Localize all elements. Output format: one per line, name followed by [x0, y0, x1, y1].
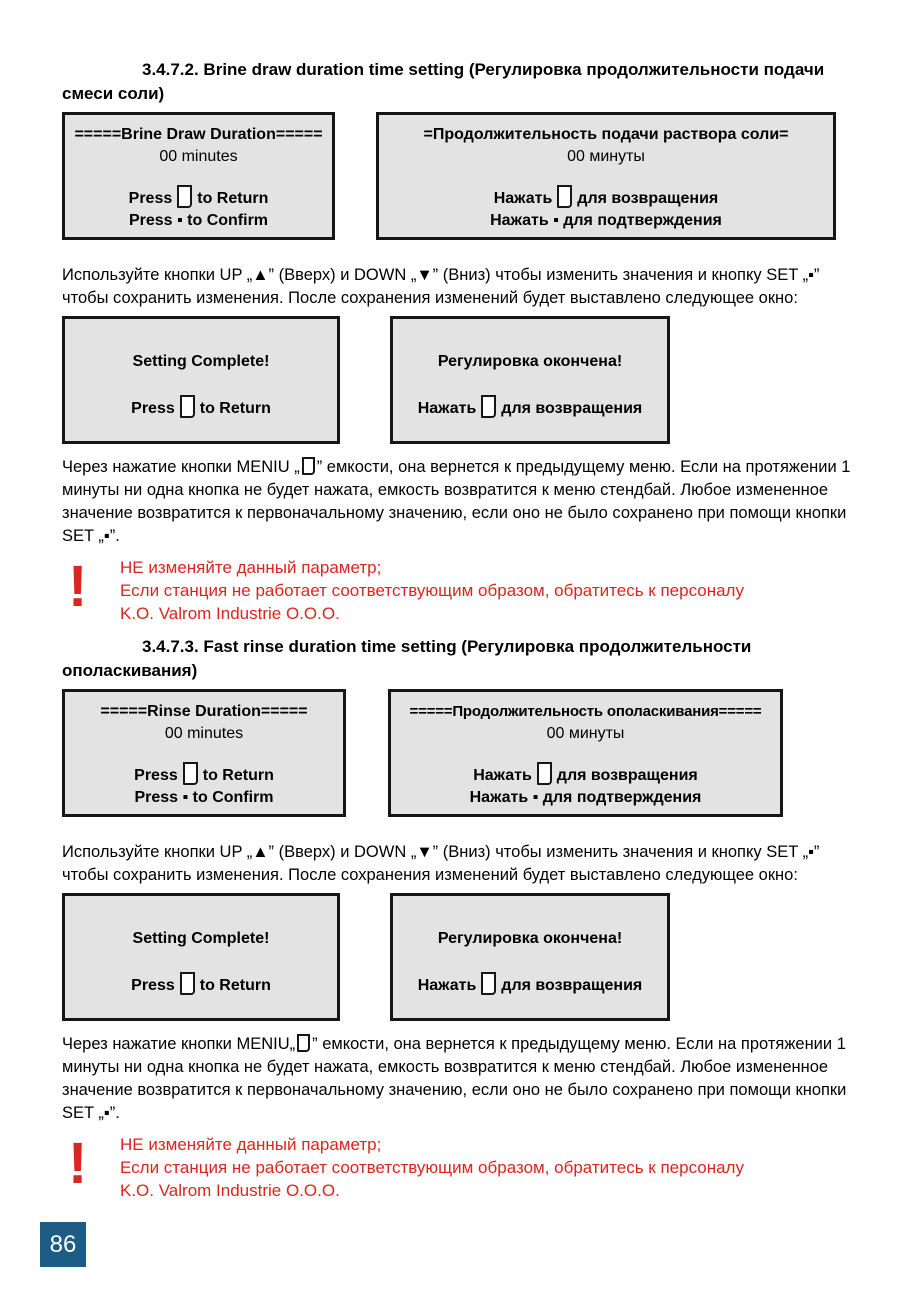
menu-page-icon — [302, 457, 315, 475]
return-label-after: to Return — [199, 977, 271, 994]
return-label-before: Press — [131, 977, 175, 994]
lcd-screen-rinse-en — [62, 689, 346, 817]
return-label-before: Нажать — [493, 190, 553, 207]
paragraph-buttons-usage: Используйте кнопки UP „▲” (Вверх) и DOWN „▼” (Вниз) чтобы изменить значения и кнопку SET „▪” чтобы сохранить изменения. После сохранения изменений будет выставлено следующее окно: — [62, 266, 820, 307]
menu-page-icon — [557, 185, 572, 208]
lcd-title: =====Rinse Duration===== — [100, 703, 308, 720]
lcd-value: 00 минуты — [546, 725, 625, 742]
lcd-return-line — [494, 185, 719, 210]
lcd-confirm-line: Press ▪ to Confirm — [128, 212, 269, 229]
paragraph-text: Через нажатие кнопки MENIU„ — [62, 1035, 296, 1053]
lcd-pair-setting-complete — [62, 893, 862, 1021]
lcd-return-line — [131, 395, 271, 420]
return-label-before: Нажать — [417, 400, 477, 417]
warning-line: НЕ изменяйте данный параметр; — [120, 1135, 382, 1154]
lcd-screen-complete-en — [62, 893, 340, 1021]
lcd-title: =====Brine Draw Duration===== — [74, 126, 323, 143]
menu-page-icon — [481, 395, 496, 418]
lcd-return-line — [473, 762, 698, 787]
lcd-value: 00 minutes — [164, 725, 244, 742]
warning-block — [62, 554, 862, 625]
return-label-after: to Return — [202, 767, 274, 784]
lcd-confirm-line: Нажать ▪ для подтверждения — [469, 789, 702, 806]
lcd-pair-brine-draw — [62, 112, 862, 240]
paragraph-menu-return — [62, 1033, 862, 1125]
warning-line: Если станция не работает соответствующим образом, обратитесь к персоналу — [120, 1158, 744, 1177]
menu-page-icon — [537, 762, 552, 785]
menu-page-icon — [183, 762, 198, 785]
return-label-after: to Return — [197, 190, 269, 207]
paragraph-text: ” емкости, она вернется к предыдущему меню. Если на протяжении 1 минуты ни одна кнопка не будет нажата, емкость возвратится к меню стендбай. Любое измененное значение возвратится к первоначальному значению, если оно не было сохранено при помощи кнопки SET „▪”. — [62, 1035, 847, 1122]
lcd-screen-brine-draw-en — [62, 112, 335, 240]
lcd-screen-complete-ru — [390, 316, 670, 444]
lcd-title: Setting Complete! — [132, 930, 270, 947]
lcd-return-line — [418, 972, 643, 997]
lcd-confirm-line: Нажать ▪ для подтверждения — [490, 212, 722, 229]
return-label-before: Press — [134, 767, 178, 784]
warning-line: Если станция не работает соответствующим образом, обратитесь к персоналу — [120, 581, 744, 600]
warning-exclamation-icon: ! — [68, 1131, 88, 1196]
lcd-title: Регулировка окончена! — [437, 930, 623, 947]
return-label-after: для возвращения — [501, 400, 643, 417]
warning-line: K.O. Valrom Industrie O.O.O. — [120, 1181, 340, 1200]
lcd-title: =====Продолжительность ополаскивания===== — [409, 703, 762, 720]
lcd-return-line — [418, 395, 643, 420]
paragraph-text: ” емкости, она вернется к предыдущему меню. Если на протяжении 1 минуты ни одна кнопка не будет нажата, емкость возвратится к меню стендбай. Любое измененное значение возвратится к первоначальному значению, если оно не было сохранено при помощи кнопки SET „▪”. — [62, 458, 851, 545]
paragraph-menu-return — [62, 456, 862, 548]
warning-text — [120, 1131, 744, 1202]
menu-page-icon — [297, 1034, 310, 1052]
return-label-before: Нажать — [417, 977, 477, 994]
return-label-before: Нажать — [473, 767, 532, 784]
return-label-after: для возвращения — [577, 190, 719, 207]
lcd-return-line — [129, 185, 269, 210]
lcd-title: Setting Complete! — [132, 353, 270, 370]
warning-text — [120, 554, 744, 625]
paragraph-buttons-usage: Используйте кнопки UP „▲” (Вверх) и DOWN „▼” (Вниз) чтобы изменить значения и кнопку SET „▪” чтобы сохранить изменения. После сохранения изменений будет выставлено следующее окно: — [62, 843, 820, 884]
paragraph-text: Через нажатие кнопки MENIU „ — [62, 458, 300, 476]
return-label-after: to Return — [199, 400, 271, 417]
lcd-pair-rinse — [62, 689, 862, 817]
lcd-screen-brine-draw-ru — [376, 112, 836, 240]
lcd-title: Регулировка окончена! — [437, 353, 623, 370]
menu-page-icon — [180, 395, 195, 418]
return-label-before: Press — [128, 190, 173, 207]
lcd-return-line — [134, 762, 274, 787]
return-label-before: Press — [131, 400, 175, 417]
menu-page-icon — [180, 972, 195, 995]
menu-page-icon — [481, 972, 496, 995]
warning-block — [62, 1131, 862, 1202]
section-heading-3-4-7-2: 3.4.7.2. Brine draw duration time setting (Регулировка продолжительности подачи смеси соли) — [62, 60, 825, 103]
return-label-after: для возвращения — [501, 977, 643, 994]
return-label-after: для возвращения — [556, 767, 698, 784]
section-heading-3-4-7-3: 3.4.7.3. Fast rinse duration time setting (Регулировка продолжительности ополаскивания) — [62, 637, 752, 680]
lcd-return-line — [131, 972, 271, 997]
lcd-pair-setting-complete — [62, 316, 862, 444]
lcd-screen-complete-ru — [390, 893, 670, 1021]
page-number-badge: 86 — [40, 1222, 86, 1267]
lcd-value: 00 minutes — [159, 148, 238, 165]
menu-page-icon — [177, 185, 192, 208]
warning-line: K.O. Valrom Industrie O.O.O. — [120, 604, 340, 623]
warning-exclamation-icon: ! — [68, 554, 88, 619]
lcd-confirm-line: Press ▪ to Confirm — [134, 789, 274, 806]
warning-line: НЕ изменяйте данный параметр; — [120, 558, 382, 577]
lcd-screen-complete-en — [62, 316, 340, 444]
lcd-value: 00 минуты — [567, 148, 645, 165]
lcd-screen-rinse-ru — [388, 689, 783, 817]
lcd-title: =Продолжительность подачи раствора соли= — [423, 126, 789, 143]
